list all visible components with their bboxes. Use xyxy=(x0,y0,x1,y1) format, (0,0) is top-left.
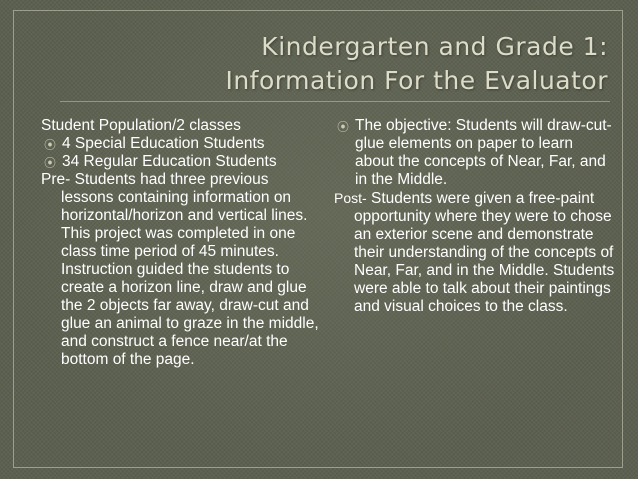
bullet-objective xyxy=(334,117,616,189)
post-label: Post- xyxy=(334,190,367,206)
left-column xyxy=(41,117,323,369)
post-text: Students were given a free-paint opportunity where they were to chose an exterior scene and demonstrate their understanding of the concepts of Near, Far, and in the Middle. Students were able to talk about their paintings and visual choices to the class. xyxy=(354,190,615,315)
title-line-1: Kindergarten and Grade 1: xyxy=(261,32,608,61)
objective-text: The objective: Students will draw-cut-glue elements on paper to learn about the concepts of Near, Far, and in the Middle. xyxy=(355,117,612,188)
bullet-special-education xyxy=(41,135,323,153)
bullet-text: 4 Special Education Students xyxy=(62,135,265,152)
bullet-regular-education xyxy=(41,153,323,171)
right-column xyxy=(334,117,616,316)
post-paragraph xyxy=(334,189,616,316)
pre-paragraph xyxy=(41,171,323,369)
bullet-icon: ⦿ xyxy=(337,120,350,134)
title-line-2: Information For the Evaluator xyxy=(225,66,608,95)
pre-text: Students had three previous lessons containing information on horizontal/horizon and vertical lines. This project was completed in one class time period of 45 minutes. Instruction guided the students to create a horizon line, draw and glue the 2 objects far away, draw-cut and glue an animal to graze in the middle, and construct a fence near/at the bottom of the page. xyxy=(61,171,319,368)
bullet-icon: ⦿ xyxy=(44,156,57,170)
pre-label: Pre- xyxy=(41,171,71,188)
bullet-text: 34 Regular Education Students xyxy=(62,153,277,170)
title-divider xyxy=(60,101,610,102)
slide-title xyxy=(225,30,608,98)
bullet-icon: ⦿ xyxy=(44,138,57,152)
population-text: Student Population/2 classes xyxy=(41,117,241,134)
